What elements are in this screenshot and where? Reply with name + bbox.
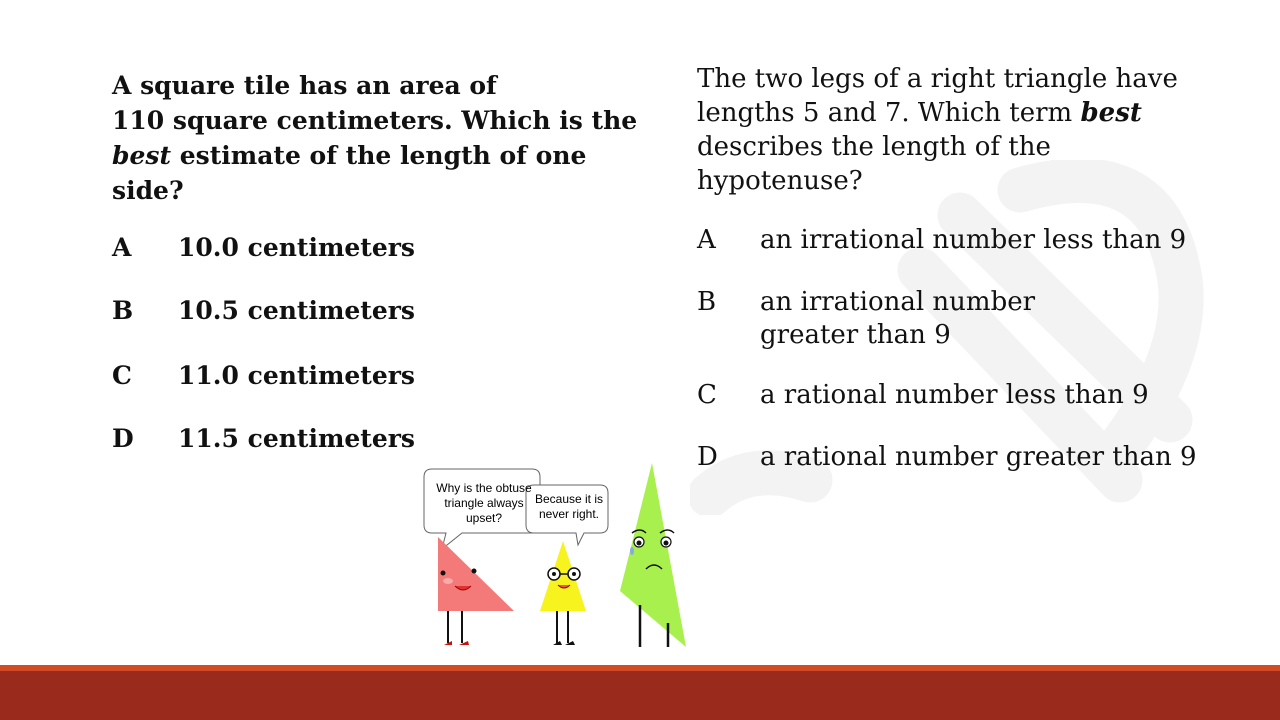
option-letter: B bbox=[112, 296, 134, 325]
question-2-line-1: The two legs of a right triangle have bbox=[697, 64, 1178, 94]
speech-bubble-2-text: Because it is never right. bbox=[534, 492, 604, 521]
option-text: an irrational number less than 9 bbox=[760, 225, 1187, 255]
option-text: an irrational number greater than 9 bbox=[760, 287, 1036, 350]
option-text: 11.5 centimeters bbox=[178, 424, 415, 453]
question-2-line-2: lengths 5 and 7. Which term bbox=[697, 98, 1081, 128]
option-text: 11.0 centimeters bbox=[178, 361, 415, 390]
option-letter: C bbox=[112, 361, 132, 390]
question-1-line-4: side? bbox=[112, 176, 184, 205]
speech-bubble-1-text: Why is the obtuse triangle always upset? bbox=[436, 481, 532, 525]
option-letter: A bbox=[697, 225, 716, 255]
q2-option-b bbox=[697, 286, 1140, 352]
question-1-emphasis: best bbox=[112, 141, 172, 170]
q2-option-d bbox=[697, 441, 1200, 474]
option-letter: A bbox=[112, 233, 132, 262]
question-1-text bbox=[112, 68, 652, 208]
option-text: 10.5 centimeters bbox=[178, 296, 415, 325]
question-2-text bbox=[697, 62, 1217, 198]
q2-option-c bbox=[697, 379, 1200, 412]
question-1-line-3: estimate of the length of one bbox=[171, 141, 587, 170]
question-2 bbox=[697, 62, 1217, 472]
triangle-joke-cartoon bbox=[410, 455, 710, 655]
question-1-line-1: A square tile has an area of bbox=[112, 71, 497, 100]
question-2-emphasis: best bbox=[1080, 98, 1142, 128]
question-2-line-4: hypotenuse? bbox=[697, 166, 863, 196]
red-triangle-character bbox=[438, 537, 514, 611]
option-text: a rational number greater than 9 bbox=[760, 442, 1197, 472]
footer-bar bbox=[0, 665, 1280, 720]
q1-option-a bbox=[112, 233, 415, 262]
q1-option-b bbox=[112, 296, 415, 325]
option-letter: D bbox=[112, 424, 134, 453]
q2-option-a bbox=[697, 224, 1200, 257]
option-letter: D bbox=[697, 442, 718, 472]
option-letter: B bbox=[697, 287, 717, 317]
question-2-line-3: describes the length of the bbox=[697, 132, 1051, 162]
question-1 bbox=[112, 68, 652, 453]
option-text: 10.0 centimeters bbox=[178, 233, 415, 262]
q1-option-d bbox=[112, 424, 415, 453]
q1-option-c bbox=[112, 361, 415, 390]
question-1-line-2: 110 square centimeters. Which is the bbox=[112, 106, 638, 135]
option-text: a rational number less than 9 bbox=[760, 380, 1149, 410]
green-triangle-character bbox=[620, 463, 686, 647]
option-letter: C bbox=[697, 380, 717, 410]
